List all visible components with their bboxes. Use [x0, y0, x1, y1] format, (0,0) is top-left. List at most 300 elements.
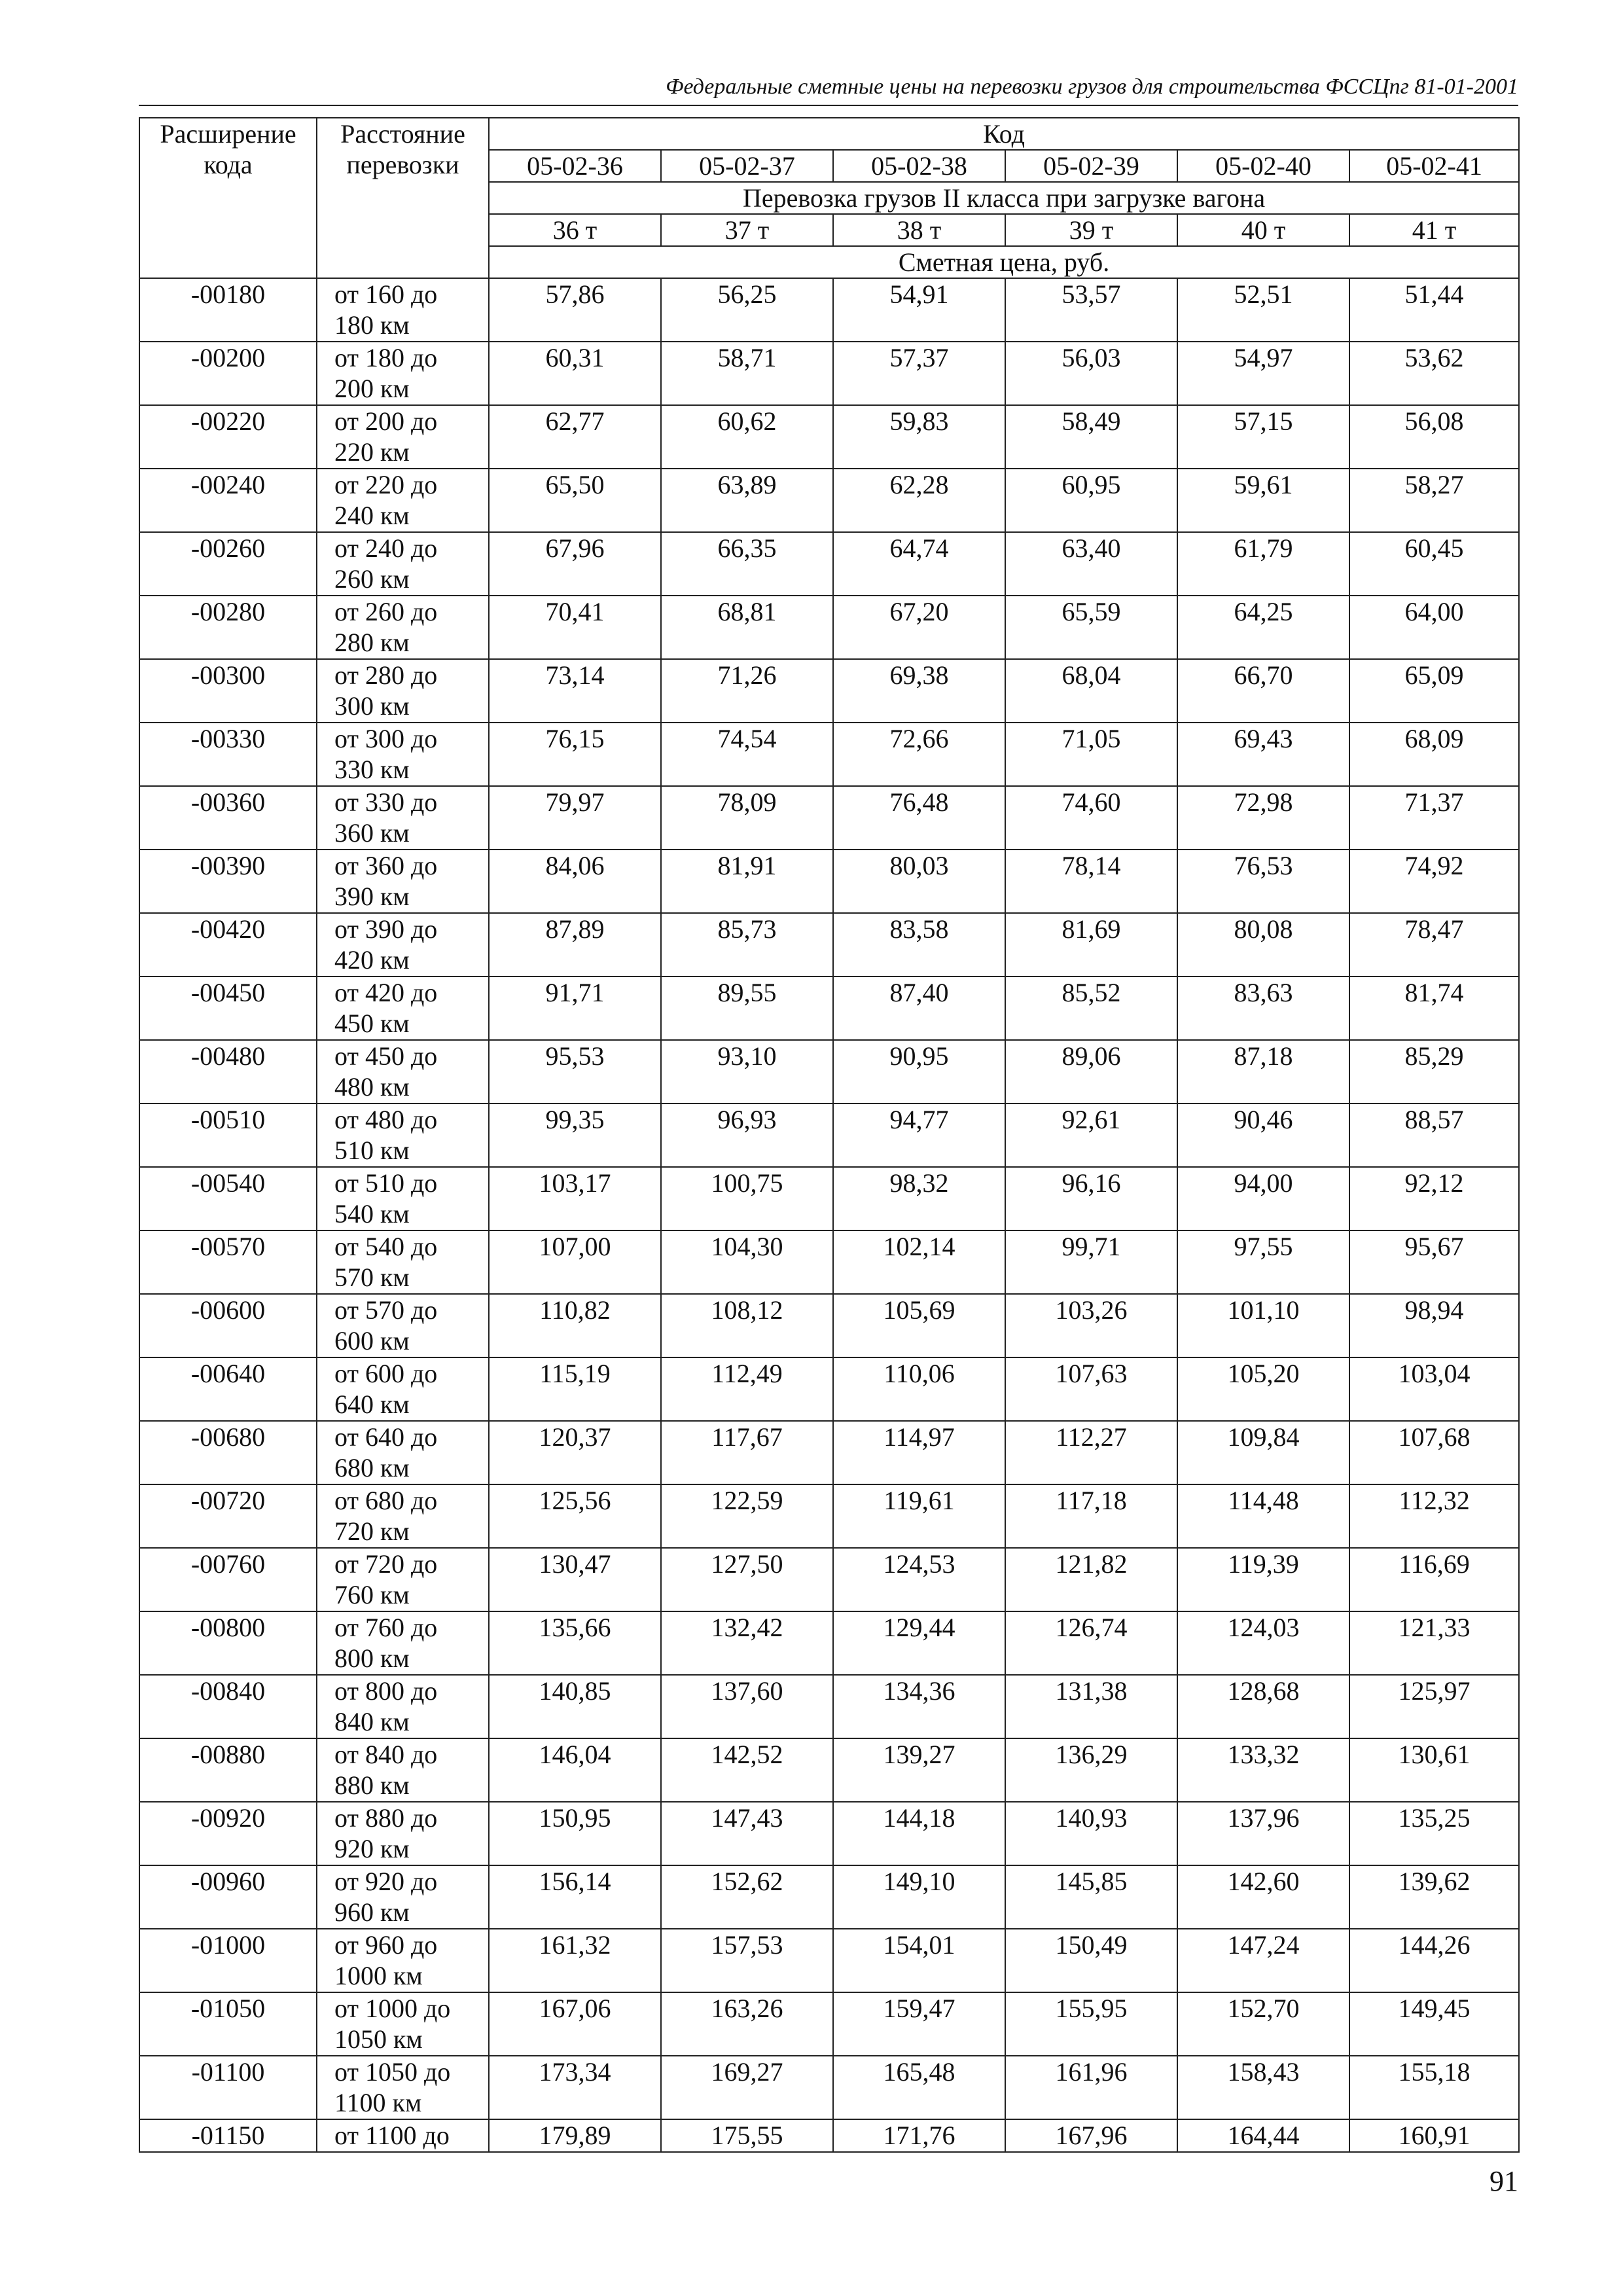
price-cell: 149,10 [833, 1865, 1005, 1929]
distance-from: от 260 до [334, 597, 438, 626]
price-cell: 115,19 [489, 1357, 661, 1421]
price-cell: 175,55 [661, 2119, 833, 2152]
table-row [139, 1548, 1519, 1611]
price-cell: 81,74 [1349, 977, 1519, 1040]
price-cell: 95,53 [489, 1040, 661, 1103]
price-cell: 92,12 [1349, 1167, 1519, 1230]
distance-to: 640 км [334, 1390, 410, 1419]
distance-to: 510 км [334, 1136, 410, 1165]
table-row [139, 1294, 1519, 1357]
price-cell: 133,32 [1177, 1738, 1349, 1802]
price-cell: 62,77 [489, 405, 661, 469]
price-cell: 89,55 [661, 977, 833, 1040]
code-extension-cell: -00720 [139, 1484, 317, 1548]
price-cell: 56,25 [661, 278, 833, 342]
price-cell: 110,06 [833, 1357, 1005, 1421]
price-cell: 78,14 [1005, 850, 1177, 913]
price-cell: 76,48 [833, 786, 1005, 850]
price-cell: 160,91 [1349, 2119, 1519, 2152]
price-cell: 147,24 [1177, 1929, 1349, 1992]
distance-cell [317, 1167, 489, 1230]
price-cell: 136,29 [1005, 1738, 1177, 1802]
distance-from: от 200 до [334, 406, 438, 436]
price-table [139, 117, 1520, 2153]
code-extension-cell: -01000 [139, 1929, 317, 1992]
code-extension-cell: -00330 [139, 723, 317, 786]
distance-to: 720 км [334, 1516, 410, 1546]
price-cell: 103,04 [1349, 1357, 1519, 1421]
price-cell: 100,75 [661, 1167, 833, 1230]
running-header: Федеральные сметные цены на перевозки грузов для строительства ФССЦпг 81-01-2001 [666, 75, 1518, 99]
price-cell: 117,67 [661, 1421, 833, 1484]
load-cell: 38 т [833, 214, 1005, 246]
price-cell: 66,35 [661, 532, 833, 596]
distance-from: от 420 до [334, 978, 438, 1007]
price-cell: 85,29 [1349, 1040, 1519, 1103]
distance-from: от 1100 до [334, 2121, 450, 2150]
distance-cell [317, 1738, 489, 1802]
distance-from: от 390 до [334, 914, 438, 944]
price-cell: 125,56 [489, 1484, 661, 1548]
price-cell: 179,89 [489, 2119, 661, 2152]
price-cell: 173,34 [489, 2056, 661, 2119]
header-code-extension: Расширение кода [139, 118, 317, 278]
distance-to: 480 км [334, 1072, 410, 1102]
price-cell: 87,40 [833, 977, 1005, 1040]
price-cell: 101,10 [1177, 1294, 1349, 1357]
distance-from: от 880 до [334, 1803, 438, 1833]
price-cell: 57,15 [1177, 405, 1349, 469]
price-cell: 80,03 [833, 850, 1005, 913]
page-number: 91 [1489, 2165, 1518, 2197]
distance-to: 840 км [334, 1707, 410, 1736]
price-cell: 56,03 [1005, 342, 1177, 405]
distance-from: от 220 до [334, 470, 438, 499]
price-cell: 107,68 [1349, 1421, 1519, 1484]
price-cell: 167,06 [489, 1992, 661, 2056]
table-row [139, 723, 1519, 786]
price-cell: 155,18 [1349, 2056, 1519, 2119]
distance-cell [317, 1865, 489, 1929]
price-cell: 60,31 [489, 342, 661, 405]
distance-to: 680 км [334, 1453, 410, 1482]
price-cell: 90,46 [1177, 1103, 1349, 1167]
price-cell: 154,01 [833, 1929, 1005, 1992]
distance-cell [317, 1992, 489, 2056]
table-row [139, 913, 1519, 977]
distance-to: 1100 км [334, 2088, 422, 2117]
distance-from: от 600 до [334, 1359, 438, 1388]
table-row [139, 342, 1519, 405]
distance-cell [317, 1675, 489, 1738]
code-extension-cell: -00760 [139, 1548, 317, 1611]
price-cell: 98,94 [1349, 1294, 1519, 1357]
header-cargo-description: Перевозка грузов II класса при загрузке вагона [489, 182, 1519, 214]
code-extension-cell: -00180 [139, 278, 317, 342]
table-row [139, 1103, 1519, 1167]
price-cell: 99,71 [1005, 1230, 1177, 1294]
price-cell: 71,05 [1005, 723, 1177, 786]
code-extension-cell: -00570 [139, 1230, 317, 1294]
price-cell: 59,61 [1177, 469, 1349, 532]
price-cell: 72,98 [1177, 786, 1349, 850]
price-cell: 58,27 [1349, 469, 1519, 532]
price-cell: 74,60 [1005, 786, 1177, 850]
price-cell: 149,45 [1349, 1992, 1519, 2056]
distance-cell [317, 2056, 489, 2119]
price-cell: 171,76 [833, 2119, 1005, 2152]
table-body [139, 278, 1519, 2152]
table-row [139, 1230, 1519, 1294]
price-cell: 132,42 [661, 1611, 833, 1675]
price-cell: 76,15 [489, 723, 661, 786]
price-cell: 62,28 [833, 469, 1005, 532]
distance-from: от 180 до [334, 343, 438, 372]
price-cell: 59,83 [833, 405, 1005, 469]
code-extension-cell: -00800 [139, 1611, 317, 1675]
distance-from: от 450 до [334, 1041, 438, 1071]
table-row [139, 469, 1519, 532]
price-cell: 104,30 [661, 1230, 833, 1294]
price-cell: 124,53 [833, 1548, 1005, 1611]
load-cell: 40 т [1177, 214, 1349, 246]
distance-to: 600 км [334, 1326, 410, 1355]
code-cell: 05-02-37 [661, 150, 833, 182]
distance-cell [317, 1802, 489, 1865]
price-cell: 150,95 [489, 1802, 661, 1865]
distance-from: от 480 до [334, 1105, 438, 1134]
distance-cell [317, 405, 489, 469]
distance-to: 1050 км [334, 2024, 423, 2054]
price-cell: 68,09 [1349, 723, 1519, 786]
price-cell: 114,48 [1177, 1484, 1349, 1548]
code-extension-cell: -00600 [139, 1294, 317, 1357]
code-extension-cell: -00260 [139, 532, 317, 596]
price-cell: 65,59 [1005, 596, 1177, 659]
distance-cell [317, 1611, 489, 1675]
load-cell: 37 т [661, 214, 833, 246]
price-cell: 112,32 [1349, 1484, 1519, 1548]
distance-from: от 570 до [334, 1295, 438, 1325]
distance-from: от 680 до [334, 1486, 438, 1515]
table-row [139, 1484, 1519, 1548]
price-cell: 90,95 [833, 1040, 1005, 1103]
distance-cell [317, 1548, 489, 1611]
distance-cell [317, 1040, 489, 1103]
distance-from: от 1000 до [334, 1994, 451, 2023]
price-cell: 97,55 [1177, 1230, 1349, 1294]
price-cell: 117,18 [1005, 1484, 1177, 1548]
distance-to: 220 км [334, 437, 410, 467]
price-cell: 94,77 [833, 1103, 1005, 1167]
price-cell: 56,08 [1349, 405, 1519, 469]
price-cell: 152,62 [661, 1865, 833, 1929]
distance-from: от 760 до [334, 1613, 438, 1642]
distance-to: 760 км [334, 1580, 410, 1609]
distance-to: 260 км [334, 564, 410, 594]
table-row [139, 278, 1519, 342]
price-cell: 140,85 [489, 1675, 661, 1738]
code-extension-cell: -01100 [139, 2056, 317, 2119]
price-cell: 66,70 [1177, 659, 1349, 723]
price-cell: 83,58 [833, 913, 1005, 977]
table-row [139, 1802, 1519, 1865]
price-cell: 158,43 [1177, 2056, 1349, 2119]
load-cell: 39 т [1005, 214, 1177, 246]
price-cell: 71,26 [661, 659, 833, 723]
code-extension-cell: -00960 [139, 1865, 317, 1929]
price-cell: 161,32 [489, 1929, 661, 1992]
table-row [139, 1992, 1519, 2056]
price-cell: 146,04 [489, 1738, 661, 1802]
price-cell: 73,14 [489, 659, 661, 723]
price-cell: 84,06 [489, 850, 661, 913]
price-cell: 140,93 [1005, 1802, 1177, 1865]
table-row [139, 2056, 1519, 2119]
distance-from: от 1050 до [334, 2057, 451, 2087]
price-cell: 92,61 [1005, 1103, 1177, 1167]
price-cell: 67,20 [833, 596, 1005, 659]
price-cell: 96,16 [1005, 1167, 1177, 1230]
code-extension-cell: -00480 [139, 1040, 317, 1103]
code-extension-cell: -00390 [139, 850, 317, 913]
distance-to: 880 км [334, 1770, 410, 1800]
table-row [139, 1421, 1519, 1484]
code-extension-cell: -01150 [139, 2119, 317, 2152]
price-cell: 121,33 [1349, 1611, 1519, 1675]
price-cell: 94,00 [1177, 1167, 1349, 1230]
price-cell: 79,97 [489, 786, 661, 850]
header-distance: Расстояние перевозки [317, 118, 489, 278]
price-cell: 126,74 [1005, 1611, 1177, 1675]
price-cell: 52,51 [1177, 278, 1349, 342]
code-cell: 05-02-38 [833, 150, 1005, 182]
distance-from: от 360 до [334, 851, 438, 880]
price-cell: 68,81 [661, 596, 833, 659]
distance-to: 360 км [334, 818, 410, 848]
distance-from: от 300 до [334, 724, 438, 753]
price-cell: 121,82 [1005, 1548, 1177, 1611]
table-row [139, 2119, 1519, 2152]
distance-cell [317, 1421, 489, 1484]
price-cell: 58,49 [1005, 405, 1177, 469]
price-cell: 169,27 [661, 2056, 833, 2119]
distance-cell [317, 1230, 489, 1294]
distance-cell [317, 1357, 489, 1421]
price-cell: 89,06 [1005, 1040, 1177, 1103]
price-cell: 129,44 [833, 1611, 1005, 1675]
price-cell: 83,63 [1177, 977, 1349, 1040]
code-extension-cell: -00680 [139, 1421, 317, 1484]
price-cell: 107,63 [1005, 1357, 1177, 1421]
price-cell: 60,95 [1005, 469, 1177, 532]
price-cell: 165,48 [833, 2056, 1005, 2119]
price-cell: 76,53 [1177, 850, 1349, 913]
price-cell: 137,60 [661, 1675, 833, 1738]
code-extension-cell: -00280 [139, 596, 317, 659]
table-row [139, 1865, 1519, 1929]
price-cell: 64,00 [1349, 596, 1519, 659]
price-cell: 150,49 [1005, 1929, 1177, 1992]
distance-from: от 540 до [334, 1232, 438, 1261]
distance-to: 960 км [334, 1897, 410, 1927]
code-extension-cell: -00420 [139, 913, 317, 977]
price-cell: 105,69 [833, 1294, 1005, 1357]
code-extension-cell: -00510 [139, 1103, 317, 1167]
distance-to: 800 км [334, 1643, 410, 1673]
code-extension-cell: -00640 [139, 1357, 317, 1421]
price-cell: 130,47 [489, 1548, 661, 1611]
price-cell: 131,38 [1005, 1675, 1177, 1738]
distance-to: 420 км [334, 945, 410, 975]
distance-to: 180 км [334, 310, 410, 340]
load-cell: 36 т [489, 214, 661, 246]
price-cell: 98,32 [833, 1167, 1005, 1230]
price-cell: 139,27 [833, 1738, 1005, 1802]
price-cell: 103,26 [1005, 1294, 1177, 1357]
distance-cell [317, 850, 489, 913]
distance-cell [317, 977, 489, 1040]
table-row [139, 1738, 1519, 1802]
table-row [139, 405, 1519, 469]
code-extension-cell: -00300 [139, 659, 317, 723]
price-cell: 72,66 [833, 723, 1005, 786]
header-code-group: Код [489, 118, 1519, 150]
table-row [139, 596, 1519, 659]
price-cell: 145,85 [1005, 1865, 1177, 1929]
price-cell: 78,47 [1349, 913, 1519, 977]
price-cell: 64,74 [833, 532, 1005, 596]
distance-to: 280 км [334, 628, 410, 657]
price-cell: 85,73 [661, 913, 833, 977]
price-cell: 135,25 [1349, 1802, 1519, 1865]
header-rule [139, 105, 1518, 106]
price-cell: 87,18 [1177, 1040, 1349, 1103]
distance-cell [317, 532, 489, 596]
distance-to: 240 км [334, 501, 410, 530]
price-cell: 144,18 [833, 1802, 1005, 1865]
price-cell: 119,39 [1177, 1548, 1349, 1611]
price-cell: 60,45 [1349, 532, 1519, 596]
distance-to: 450 км [334, 1009, 410, 1038]
price-cell: 159,47 [833, 1992, 1005, 2056]
price-cell: 147,43 [661, 1802, 833, 1865]
price-cell: 99,35 [489, 1103, 661, 1167]
price-cell: 152,70 [1177, 1992, 1349, 2056]
price-cell: 74,54 [661, 723, 833, 786]
code-cell: 05-02-40 [1177, 150, 1349, 182]
price-cell: 69,38 [833, 659, 1005, 723]
price-cell: 54,97 [1177, 342, 1349, 405]
code-cell: 05-02-39 [1005, 150, 1177, 182]
table-row [139, 786, 1519, 850]
price-cell: 119,61 [833, 1484, 1005, 1548]
price-cell: 63,89 [661, 469, 833, 532]
distance-cell [317, 1103, 489, 1167]
price-cell: 122,59 [661, 1484, 833, 1548]
distance-cell [317, 913, 489, 977]
price-cell: 163,26 [661, 1992, 833, 2056]
header-price-label: Сметная цена, руб. [489, 246, 1519, 278]
price-cell: 85,52 [1005, 977, 1177, 1040]
price-cell: 91,71 [489, 977, 661, 1040]
price-cell: 109,84 [1177, 1421, 1349, 1484]
price-cell: 142,60 [1177, 1865, 1349, 1929]
price-cell: 142,52 [661, 1738, 833, 1802]
code-extension-cell: -00450 [139, 977, 317, 1040]
distance-cell [317, 469, 489, 532]
code-extension-cell: -00240 [139, 469, 317, 532]
price-cell: 108,12 [661, 1294, 833, 1357]
distance-from: от 720 до [334, 1549, 438, 1579]
distance-cell [317, 2119, 489, 2152]
price-cell: 112,27 [1005, 1421, 1177, 1484]
distance-from: от 280 до [334, 660, 438, 690]
distance-to: 200 км [334, 374, 410, 403]
table-row [139, 977, 1519, 1040]
distance-from: от 330 до [334, 787, 438, 817]
price-cell: 124,03 [1177, 1611, 1349, 1675]
price-cell: 88,57 [1349, 1103, 1519, 1167]
price-cell: 110,82 [489, 1294, 661, 1357]
code-extension-cell: -00220 [139, 405, 317, 469]
code-cell: 05-02-36 [489, 150, 661, 182]
price-cell: 54,91 [833, 278, 1005, 342]
code-extension-cell: -01050 [139, 1992, 317, 2056]
distance-to: 540 км [334, 1199, 410, 1229]
table-row [139, 850, 1519, 913]
distance-from: от 800 до [334, 1676, 438, 1706]
table-row [139, 1611, 1519, 1675]
distance-from: от 640 до [334, 1422, 438, 1452]
price-cell: 144,26 [1349, 1929, 1519, 1992]
distance-to: 1000 км [334, 1961, 423, 1990]
price-cell: 81,91 [661, 850, 833, 913]
code-extension-cell: -00920 [139, 1802, 317, 1865]
price-cell: 161,96 [1005, 2056, 1177, 2119]
price-cell: 139,62 [1349, 1865, 1519, 1929]
price-cell: 107,00 [489, 1230, 661, 1294]
price-cell: 60,62 [661, 405, 833, 469]
distance-cell [317, 1294, 489, 1357]
price-cell: 53,57 [1005, 278, 1177, 342]
code-extension-cell: -00360 [139, 786, 317, 850]
load-cell: 41 т [1349, 214, 1519, 246]
price-cell: 156,14 [489, 1865, 661, 1929]
table-header [139, 118, 1519, 278]
distance-to: 330 км [334, 755, 410, 784]
code-extension-cell: -00880 [139, 1738, 317, 1802]
distance-to: 570 км [334, 1263, 410, 1292]
table-row [139, 1675, 1519, 1738]
price-cell: 116,69 [1349, 1548, 1519, 1611]
price-cell: 128,68 [1177, 1675, 1349, 1738]
price-cell: 74,92 [1349, 850, 1519, 913]
price-cell: 53,62 [1349, 342, 1519, 405]
price-cell: 114,97 [833, 1421, 1005, 1484]
price-cell: 65,09 [1349, 659, 1519, 723]
price-cell: 134,36 [833, 1675, 1005, 1738]
distance-to: 920 км [334, 1834, 410, 1863]
price-cell: 164,44 [1177, 2119, 1349, 2152]
table-row [139, 1357, 1519, 1421]
price-cell: 81,69 [1005, 913, 1177, 977]
distance-cell [317, 278, 489, 342]
price-cell: 61,79 [1177, 532, 1349, 596]
price-cell: 93,10 [661, 1040, 833, 1103]
distance-cell [317, 723, 489, 786]
distance-cell [317, 342, 489, 405]
